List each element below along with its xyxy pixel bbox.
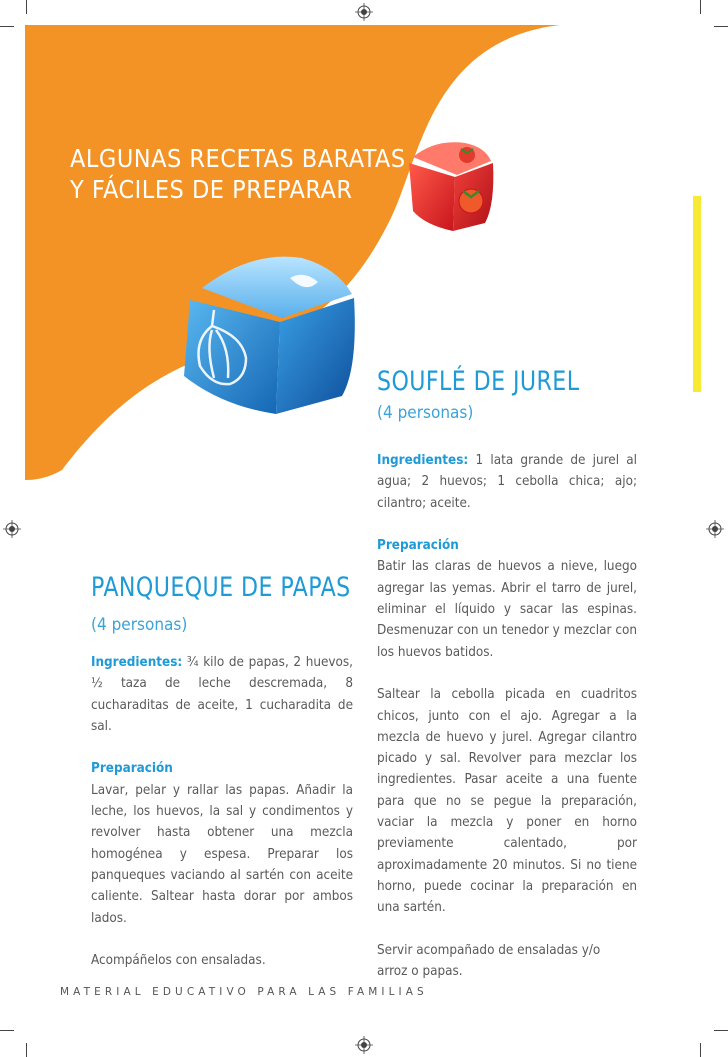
registration-mark-icon bbox=[3, 520, 21, 538]
registration-mark-icon bbox=[706, 520, 724, 538]
crop-mark bbox=[26, 0, 27, 14]
onion-cube-icon bbox=[172, 248, 360, 418]
ingredients-label: Ingredientes: bbox=[377, 453, 469, 468]
sidebar-color-tab bbox=[693, 196, 701, 392]
recipe-body bbox=[91, 652, 353, 971]
page-headline bbox=[70, 143, 406, 205]
registration-mark-icon bbox=[355, 3, 373, 21]
ingredients-text: 1 lata grande de jurel al agua; 2 huevos; 1 cebolla chica; ajo; cilantro; aceite. bbox=[377, 453, 637, 511]
crop-mark bbox=[714, 1030, 728, 1031]
ingredients-paragraph bbox=[91, 652, 353, 737]
crop-mark bbox=[0, 1030, 14, 1031]
recipe-title: PANQUEQUE DE PAPAS bbox=[91, 572, 351, 603]
crop-mark bbox=[700, 0, 701, 14]
recipe-body bbox=[377, 450, 637, 982]
preparation-label: Preparación bbox=[91, 761, 173, 777]
tomato-cube-icon bbox=[405, 135, 497, 235]
ingredients-label: Ingredientes: bbox=[91, 655, 183, 670]
crop-mark bbox=[0, 26, 14, 27]
page-footer: MATERIAL EDUCATIVO PARA LAS FAMILIAS bbox=[60, 986, 428, 998]
preparation-paragraph: Lavar, pelar y rallar las papas. Añadir la leche, los huevos, la sal y condimentos y revolver hasta obtener una mezcla homogénea y espesa. Preparar los panqueques vaciando al sartén con aceite caliente. Saltear hasta dorar por ambos lados. bbox=[91, 782, 353, 926]
ingredients-text: ¾ kilo de papas, 2 huevos, ½ taza de leche descremada, 8 cucharaditas de aceite, 1 cucharadita de sal. bbox=[91, 655, 354, 734]
registration-mark-icon bbox=[355, 1036, 373, 1054]
preparation-paragraph: Acompáñelos con ensaladas. bbox=[91, 953, 266, 969]
preparation-paragraph: Saltear la cebolla picada en cuadritos chicos, junto con el ajo. Agregar a la mezcla de huevo y jurel. Agregar cilantro picado y sal. Revolver para mezclar los ingredientes. Pasar aceite a una fuente para que no se pegue la preparación, vaciar la mezcla y poner en horno previamente calentado, por aproximadamente 20 minutos. Si no tiene horno, puede cocinar la preparación en una sartén. bbox=[377, 687, 637, 916]
crop-mark bbox=[714, 26, 728, 27]
recipe-servings: (4 personas) bbox=[377, 403, 474, 423]
preparation-paragraph: Servir acompañado de ensaladas y/o arroz o papas. bbox=[377, 942, 601, 980]
recipe-title: SOUFLÉ DE JUREL bbox=[377, 366, 580, 397]
preparation-paragraph: Batir las claras de huevos a nieve, luego agregar las yemas. Abrir el tarro de jurel, eliminar el líquido y sacar las espinas. Desmenuzar con un tenedor y mezclar con los huevos batidos. bbox=[377, 559, 637, 660]
preparation-label: Preparación bbox=[377, 538, 459, 554]
headline-line-1: ALGUNAS RECETAS BARATAS bbox=[70, 144, 406, 173]
crop-mark bbox=[700, 1043, 701, 1057]
headline-line-2: Y FÁCILES DE PREPARAR bbox=[70, 175, 353, 204]
crop-mark bbox=[26, 1043, 27, 1057]
ingredients-paragraph bbox=[377, 450, 637, 514]
recipe-servings: (4 personas) bbox=[91, 615, 188, 635]
